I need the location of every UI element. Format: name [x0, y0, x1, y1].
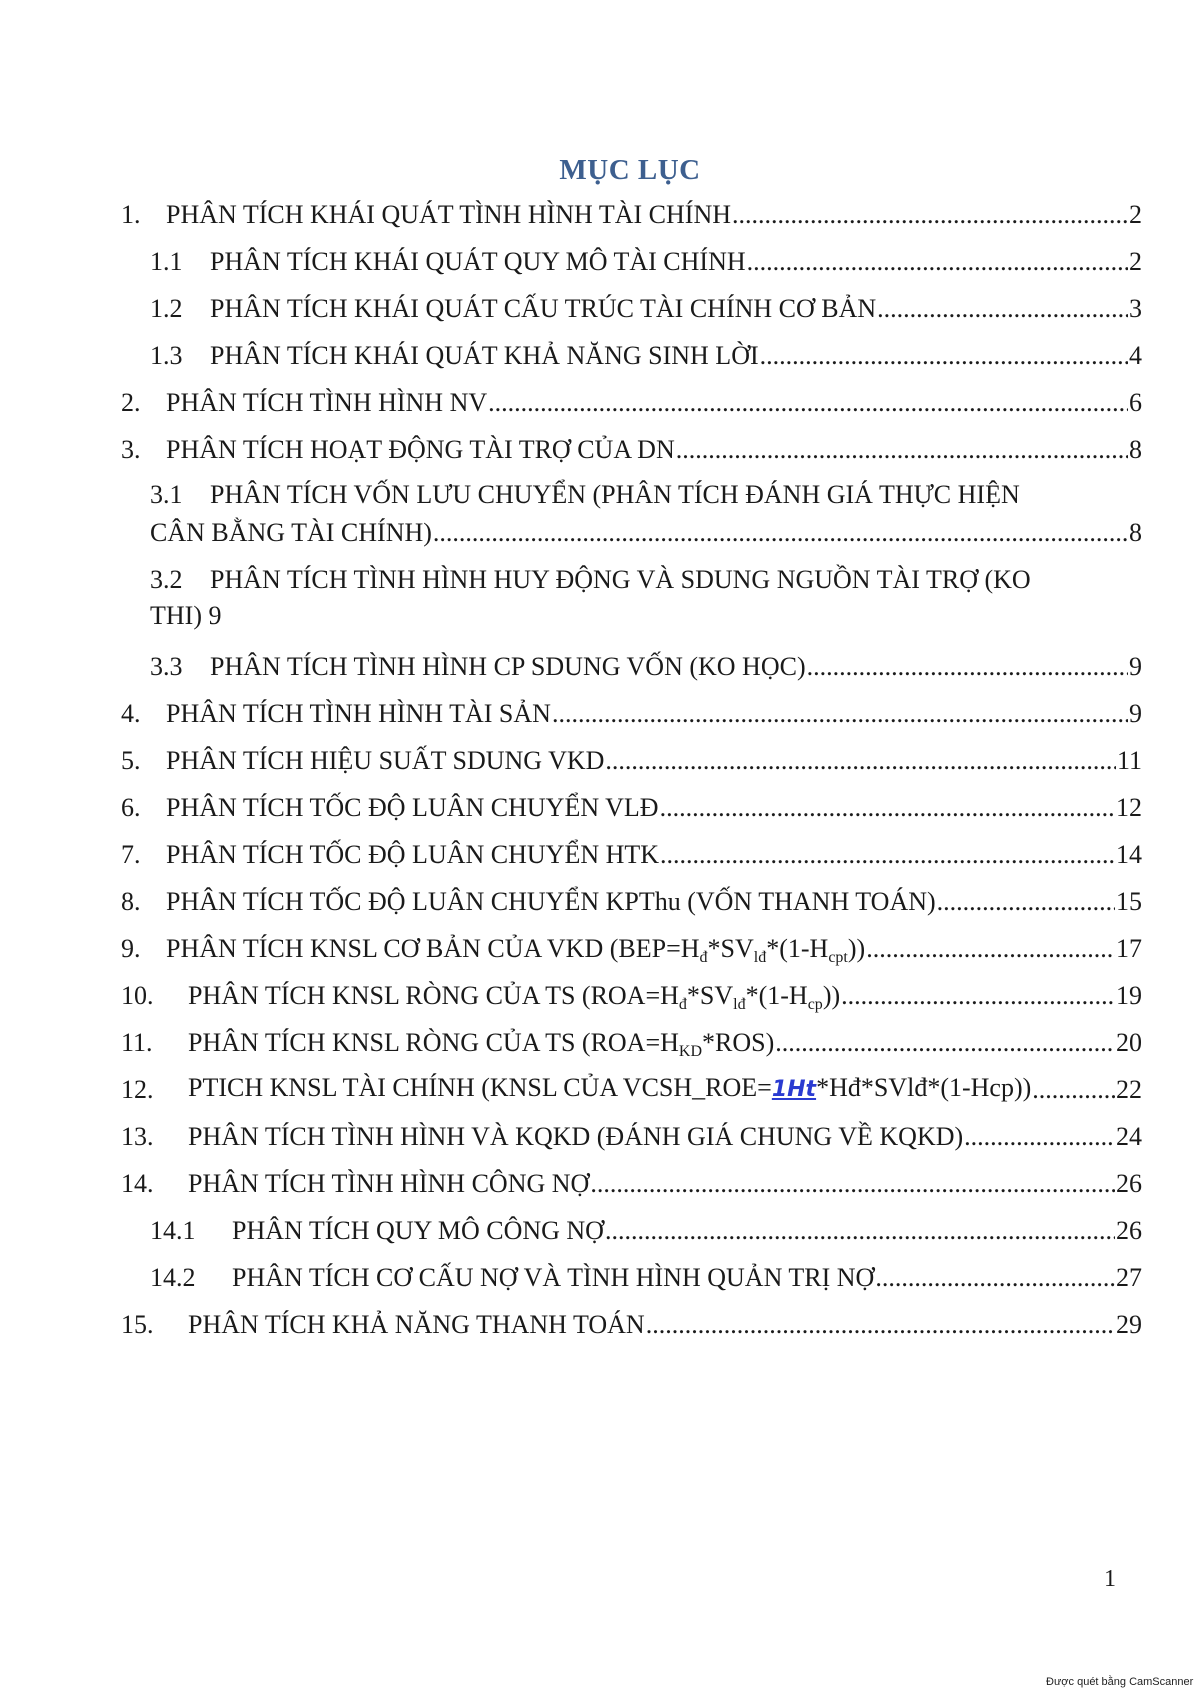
toc-entry-page: 8: [1129, 435, 1142, 464]
title-part: *SV: [707, 934, 754, 963]
toc-entry-14[interactable]: [121, 1165, 1142, 1199]
toc-entry-title: THI): [150, 601, 202, 630]
title-part: )): [847, 934, 866, 963]
toc-entry-title: PHÂN TÍCH QUY MÔ CÔNG NỢ: [232, 1216, 604, 1245]
toc-leader-dots: [605, 746, 1116, 776]
toc-entry-number: 7.: [121, 840, 141, 869]
subscript: đ: [678, 996, 687, 1013]
toc-entry-page: 2: [1129, 247, 1142, 276]
toc-entry-number: 6.: [121, 793, 141, 822]
toc-entry-title: PHÂN TÍCH KHÁI QUÁT CẤU TRÚC TÀI CHÍNH CƠ BẢN: [210, 294, 877, 323]
toc-entry-page: 6: [1129, 388, 1142, 417]
toc-entry-3-1-line2[interactable]: [150, 514, 1142, 548]
title-part: *(1-H: [766, 934, 829, 963]
toc-entry-number: 10.: [121, 981, 154, 1010]
toc-entry-number: 12.: [121, 1075, 154, 1104]
toc-entry-page: 12: [1116, 793, 1142, 822]
toc-entry-11[interactable]: [121, 1024, 1142, 1058]
toc-entry-title: PHÂN TÍCH KHÁI QUÁT QUY MÔ TÀI CHÍNH: [210, 247, 746, 276]
toc-entry-number: 8.: [121, 887, 141, 916]
toc-entry-title: PHÂN TÍCH KHẢ NĂNG THANH TOÁN: [188, 1310, 645, 1339]
toc-entry-number: 1.3: [150, 341, 183, 370]
toc-entry-number: 14.2: [150, 1263, 196, 1292]
subscript: đ: [699, 949, 708, 966]
toc-entry-number: 3.: [121, 435, 141, 464]
toc-entry-title: PHÂN TÍCH KHÁI QUÁT KHẢ NĂNG SINH LỜI: [210, 341, 759, 370]
toc-entry-page: 2: [1129, 200, 1142, 229]
subscript: cp: [807, 996, 823, 1013]
toc-entry-title: PHÂN TÍCH TÌNH HÌNH NV: [166, 388, 488, 417]
toc-leader-dots: [605, 1216, 1115, 1246]
subscript: KD: [678, 1043, 703, 1060]
toc-entry-title: [188, 1028, 774, 1058]
toc-entry-number: 9.: [121, 934, 141, 963]
toc-entry-10[interactable]: [121, 977, 1142, 1011]
toc-entry-3-3[interactable]: [150, 648, 1142, 682]
title-part: *Hđ*SVlđ*(1-Hcp)): [816, 1073, 1032, 1102]
toc-leader-dots: [660, 793, 1115, 823]
toc-entry-number: 5.: [121, 746, 141, 775]
toc-entry-title: PHÂN TÍCH HIỆU SUẤT SDUNG VKD: [166, 746, 605, 775]
toc-entry-1-2[interactable]: [150, 290, 1142, 324]
toc-entry-number: 14.: [121, 1169, 154, 1198]
toc-entry-title: PHÂN TÍCH TÌNH HÌNH TÀI SẢN: [166, 699, 551, 728]
subscript: lđ: [753, 949, 767, 966]
toc-entry-6[interactable]: [121, 789, 1142, 823]
toc-entry-page: 19: [1116, 981, 1142, 1010]
toc-leader-dots: [964, 1122, 1115, 1152]
toc-entry-3-2-line1[interactable]: [150, 565, 1031, 595]
subscript: cpt: [828, 949, 848, 966]
toc-entry-14-2[interactable]: [150, 1259, 1142, 1293]
toc-entry-number: 11.: [121, 1028, 153, 1057]
toc-entry-3[interactable]: [121, 431, 1142, 465]
toc-entry-15[interactable]: [121, 1306, 1142, 1340]
title-part: PHÂN TÍCH KNSL RÒNG CỦA TS (ROA=H: [188, 981, 679, 1010]
toc-entry-title: [188, 1073, 1031, 1105]
toc-entry-7[interactable]: [121, 836, 1142, 870]
toc-entry-5[interactable]: [121, 742, 1142, 776]
toc-leader-dots: [875, 1263, 1115, 1293]
toc-entry-page: 29: [1116, 1310, 1142, 1339]
toc-entry-title: PHÂN TÍCH VỐN LƯU CHUYỂN (PHÂN TÍCH ĐÁNH GIÁ THỰC HIỆN: [210, 480, 1020, 509]
toc-entry-number: 1.: [121, 200, 141, 229]
title-part: *(1-H: [745, 981, 808, 1010]
toc-leader-dots: [676, 435, 1128, 465]
toc-entry-title: PHÂN TÍCH TÌNH HÌNH VÀ KQKD (ĐÁNH GIÁ CHUNG VỀ KQKD): [188, 1122, 964, 1151]
toc-entry-number: 13.: [121, 1122, 154, 1151]
toc-leader-dots: [732, 200, 1128, 230]
toc-leader-dots: [660, 840, 1115, 870]
toc-entry-3-1-line1[interactable]: [150, 480, 1020, 510]
title-part: )): [822, 981, 841, 1010]
toc-leader-dots: [937, 887, 1115, 917]
toc-leader-dots: [760, 341, 1128, 371]
toc-leader-dots: [552, 699, 1128, 729]
toc-entry-12[interactable]: [121, 1071, 1142, 1105]
title-part: PHÂN TÍCH KNSL CƠ BẢN CỦA VKD (BEP=H: [166, 934, 700, 963]
toc-entry-page: 11: [1116, 746, 1142, 775]
toc-entry-number: 3.1: [150, 480, 183, 509]
toc-entry-page: 22: [1116, 1075, 1142, 1104]
toc-entry-number: 3.2: [150, 565, 183, 594]
toc-entry-1-1[interactable]: [150, 243, 1142, 277]
toc-entry-number: 1.2: [150, 294, 183, 323]
toc-leader-dots: [590, 1169, 1115, 1199]
toc-leader-dots: [646, 1310, 1115, 1340]
toc-entry-page: 27: [1116, 1263, 1142, 1292]
toc-leader-dots: [488, 388, 1128, 418]
toc-entry-4[interactable]: [121, 695, 1142, 729]
toc-entry-13[interactable]: [121, 1118, 1142, 1152]
toc-entry-number: 1.1: [150, 247, 183, 276]
toc-entry-9[interactable]: [121, 930, 1142, 964]
page-number: 1: [1104, 1566, 1116, 1592]
toc-entry-2[interactable]: [121, 384, 1142, 418]
toc-entry-1[interactable]: [121, 196, 1142, 230]
toc-entry-3-2-line2[interactable]: [150, 601, 221, 631]
toc-leader-dots: [807, 652, 1128, 682]
toc-entry-title: PHÂN TÍCH HOẠT ĐỘNG TÀI TRỢ CỦA DN: [166, 435, 675, 464]
toc-leader-dots: [877, 294, 1128, 324]
toc-leader-dots: [1032, 1075, 1115, 1105]
toc-entry-number: 3.3: [150, 652, 183, 681]
toc-entry-page: 17: [1116, 934, 1142, 963]
toc-entry-page: 26: [1116, 1169, 1142, 1198]
toc-entry-title: [166, 934, 865, 964]
toc-leader-dots: [747, 247, 1128, 277]
scanner-watermark: Được quét bằng CamScanner: [1046, 1676, 1194, 1688]
toc-entry-number: 15.: [121, 1310, 154, 1339]
toc-entry-number: 14.1: [150, 1216, 196, 1245]
toc-entry-page: 24: [1116, 1122, 1142, 1151]
title-part: PTICH KNSL TÀI CHÍNH (KNSL CỦA VCSH_ROE=: [188, 1073, 772, 1102]
toc-entry-8[interactable]: [121, 883, 1142, 917]
title-part: PHÂN TÍCH KNSL RÒNG CỦA TS (ROA=H: [188, 1028, 679, 1057]
toc-entry-1-3[interactable]: [150, 337, 1142, 371]
toc-leader-dots: [866, 934, 1115, 964]
toc-entry-page: 3: [1129, 294, 1142, 323]
toc-entry-page: 4: [1129, 341, 1142, 370]
toc-leader-dots: [433, 518, 1128, 548]
toc-entry-page: 26: [1116, 1216, 1142, 1245]
toc-entry-title: PHÂN TÍCH TỐC ĐỘ LUÂN CHUYỂN HTK: [166, 840, 660, 869]
subscript: lđ: [733, 996, 746, 1013]
toc-entry-title: PHÂN TÍCH TỐC ĐỘ LUÂN CHUYỂN KPThu (VỐN THANH TOÁN): [166, 887, 936, 916]
toc-leader-dots: [775, 1028, 1115, 1058]
toc-entry-title: PHÂN TÍCH TÌNH HÌNH HUY ĐỘNG VÀ SDUNG NGUỒN TÀI TRỢ (KO: [210, 565, 1031, 594]
toc-entry-page: 8: [1129, 518, 1142, 547]
toc-entry-title: [188, 981, 840, 1011]
title-part: *ROS): [702, 1028, 775, 1057]
toc-entry-number: 2.: [121, 388, 141, 417]
toc-entry-page: 9: [1129, 652, 1142, 681]
title-part: *SV: [686, 981, 734, 1010]
toc-entry-title: CÂN BẰNG TÀI CHÍNH): [150, 518, 432, 547]
toc-leader-dots: [841, 981, 1115, 1011]
formula-link[interactable]: 1Ht: [771, 1077, 817, 1102]
toc-entry-page: 15: [1116, 887, 1142, 916]
toc-entry-title: PHÂN TÍCH KHÁI QUÁT TÌNH HÌNH TÀI CHÍNH: [166, 200, 731, 229]
toc-entry-page: 14: [1116, 840, 1142, 869]
toc-entry-number: 4.: [121, 699, 141, 728]
toc-entry-title: PHÂN TÍCH TÌNH HÌNH CÔNG NỢ: [188, 1169, 590, 1198]
toc-entry-title: PHÂN TÍCH TỐC ĐỘ LUÂN CHUYỂN VLĐ: [166, 793, 659, 822]
toc-entry-title: PHÂN TÍCH CƠ CẤU NỢ VÀ TÌNH HÌNH QUẢN TRỊ NỢ: [232, 1263, 875, 1292]
toc-entry-page: 9: [208, 601, 222, 630]
toc-entry-page: 20: [1116, 1028, 1142, 1057]
toc-entry-14-1[interactable]: [150, 1212, 1142, 1246]
toc-entry-title: PHÂN TÍCH TÌNH HÌNH CP SDUNG VỐN (KO HỌC): [210, 652, 806, 681]
toc-title: MỤC LỤC: [559, 154, 701, 186]
toc-entry-page: 9: [1129, 699, 1142, 728]
